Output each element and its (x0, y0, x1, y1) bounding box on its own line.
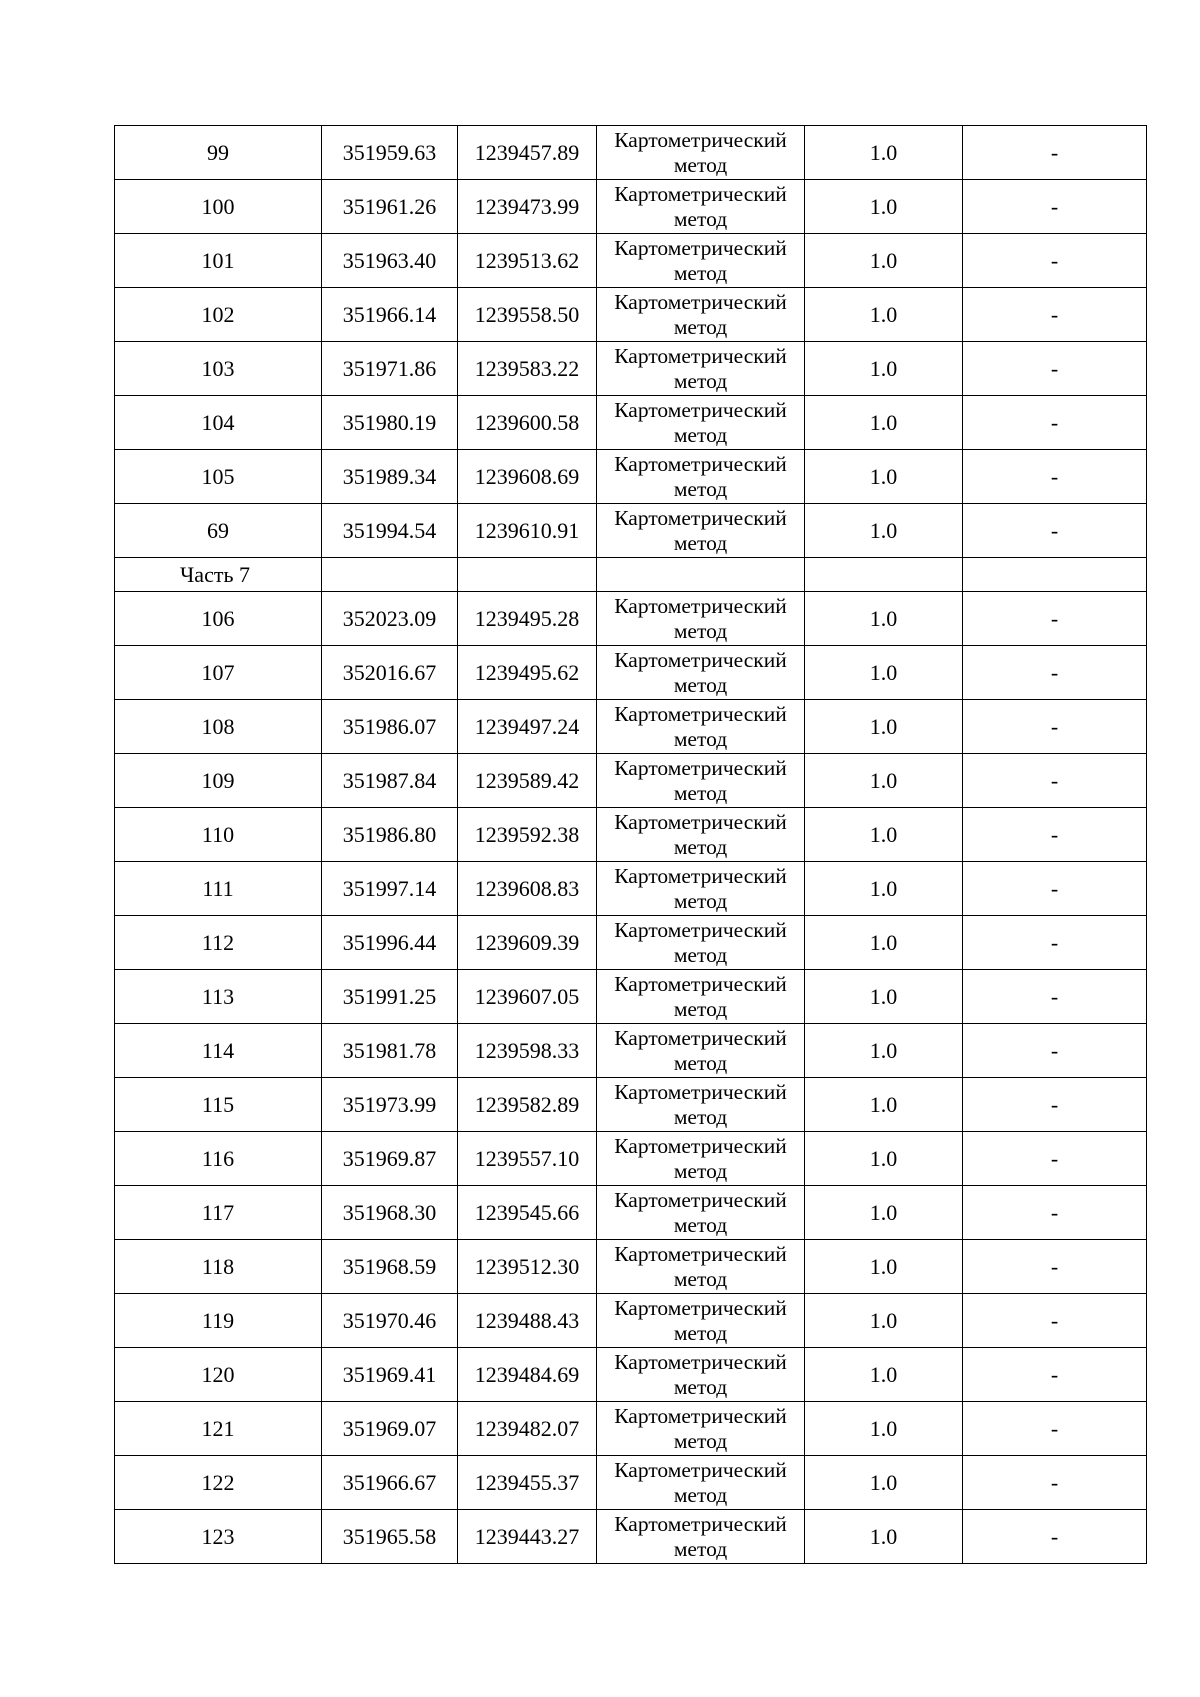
table-row (115, 1348, 1147, 1402)
method-cell (597, 916, 805, 970)
method-line-2: метод (673, 1482, 728, 1507)
method-cell (597, 234, 805, 288)
method-line-2: метод (673, 780, 728, 805)
coordinate-x: 351996.44 (322, 916, 458, 970)
accuracy-value: 1.0 (805, 1186, 963, 1240)
note-value: - (963, 396, 1147, 450)
note-value: - (963, 700, 1147, 754)
method-cell (597, 1186, 805, 1240)
empty-cell (322, 558, 458, 592)
coordinate-y: 1239455.37 (458, 1456, 597, 1510)
point-number: 115 (115, 1078, 322, 1132)
coordinate-y: 1239583.22 (458, 342, 597, 396)
method-line-2: метод (673, 888, 728, 913)
method-line-2: метод (673, 1374, 728, 1399)
method-line-1: Картометрический (614, 289, 787, 314)
method-cell (597, 1456, 805, 1510)
method-line-1: Картометрический (614, 1187, 787, 1212)
method-line-2: метод (673, 1104, 728, 1129)
table-row (115, 754, 1147, 808)
method-cell (597, 1240, 805, 1294)
coordinate-y: 1239609.39 (458, 916, 597, 970)
coordinate-x: 351966.14 (322, 288, 458, 342)
method-line-1: Картометрический (614, 451, 787, 476)
method-line-1: Картометрический (614, 1511, 787, 1536)
method-line-2: метод (673, 672, 728, 697)
coordinate-y: 1239598.33 (458, 1024, 597, 1078)
accuracy-value: 1.0 (805, 646, 963, 700)
note-value: - (963, 1510, 1147, 1564)
note-value: - (963, 1240, 1147, 1294)
method-line-1: Картометрический (614, 1025, 787, 1050)
note-value: - (963, 288, 1147, 342)
method-cell (597, 396, 805, 450)
method-line-1: Картометрический (614, 1241, 787, 1266)
coordinate-y: 1239482.07 (458, 1402, 597, 1456)
table-row (115, 862, 1147, 916)
accuracy-value: 1.0 (805, 342, 963, 396)
note-value: - (963, 646, 1147, 700)
coordinate-x: 351980.19 (322, 396, 458, 450)
method-cell (597, 288, 805, 342)
coordinate-x: 351963.40 (322, 234, 458, 288)
accuracy-value: 1.0 (805, 1348, 963, 1402)
accuracy-value: 1.0 (805, 862, 963, 916)
method-line-2: метод (673, 1212, 728, 1237)
point-number: 101 (115, 234, 322, 288)
method-cell (597, 342, 805, 396)
method-line-1: Картометрический (614, 127, 787, 152)
note-value: - (963, 1294, 1147, 1348)
coordinate-x: 351989.34 (322, 450, 458, 504)
point-number: 100 (115, 180, 322, 234)
accuracy-value: 1.0 (805, 1294, 963, 1348)
note-value: - (963, 1348, 1147, 1402)
coordinate-x: 351959.63 (322, 126, 458, 180)
method-line-1: Картометрический (614, 1295, 787, 1320)
coordinate-x: 351968.59 (322, 1240, 458, 1294)
coordinate-x: 351968.30 (322, 1186, 458, 1240)
coordinate-y: 1239443.27 (458, 1510, 597, 1564)
coordinate-y: 1239608.69 (458, 450, 597, 504)
point-number: 118 (115, 1240, 322, 1294)
accuracy-value: 1.0 (805, 126, 963, 180)
accuracy-value: 1.0 (805, 504, 963, 558)
table-row (115, 1240, 1147, 1294)
coordinate-y: 1239600.58 (458, 396, 597, 450)
point-number: 112 (115, 916, 322, 970)
accuracy-value: 1.0 (805, 450, 963, 504)
accuracy-value: 1.0 (805, 1402, 963, 1456)
coordinate-x: 351987.84 (322, 754, 458, 808)
coordinate-x: 351991.25 (322, 970, 458, 1024)
accuracy-value: 1.0 (805, 808, 963, 862)
coordinate-y: 1239495.28 (458, 592, 597, 646)
table-row (115, 1186, 1147, 1240)
table-row (115, 234, 1147, 288)
method-line-2: метод (673, 1050, 728, 1075)
coordinate-x: 351969.41 (322, 1348, 458, 1402)
coordinate-x: 351997.14 (322, 862, 458, 916)
method-line-1: Картометрический (614, 863, 787, 888)
method-cell (597, 1294, 805, 1348)
table-row (115, 1078, 1147, 1132)
point-number: 69 (115, 504, 322, 558)
method-line-1: Картометрический (614, 1457, 787, 1482)
method-line-2: метод (673, 260, 728, 285)
point-number: 104 (115, 396, 322, 450)
coordinate-y: 1239484.69 (458, 1348, 597, 1402)
point-number: 120 (115, 1348, 322, 1402)
method-line-1: Картометрический (614, 181, 787, 206)
coordinate-y: 1239495.62 (458, 646, 597, 700)
method-line-1: Картометрический (614, 1349, 787, 1374)
coordinate-y: 1239607.05 (458, 970, 597, 1024)
coordinate-y: 1239513.62 (458, 234, 597, 288)
method-line-2: метод (673, 834, 728, 859)
note-value: - (963, 754, 1147, 808)
coordinate-y: 1239608.83 (458, 862, 597, 916)
method-line-2: метод (673, 314, 728, 339)
method-line-1: Картометрический (614, 593, 787, 618)
table-row (115, 1294, 1147, 1348)
point-number: 106 (115, 592, 322, 646)
coordinate-y: 1239497.24 (458, 700, 597, 754)
method-cell (597, 970, 805, 1024)
method-line-1: Картометрический (614, 397, 787, 422)
table-row (115, 646, 1147, 700)
point-number: 121 (115, 1402, 322, 1456)
method-line-2: метод (673, 1536, 728, 1561)
method-line-1: Картометрический (614, 1133, 787, 1158)
method-line-2: метод (673, 530, 728, 555)
coordinate-x: 352023.09 (322, 592, 458, 646)
point-number: 113 (115, 970, 322, 1024)
method-line-2: метод (673, 1428, 728, 1453)
point-number: 107 (115, 646, 322, 700)
method-line-1: Картометрический (614, 971, 787, 996)
method-line-2: метод (673, 206, 728, 231)
coordinate-y: 1239589.42 (458, 754, 597, 808)
section-label: Часть 7 (115, 558, 322, 592)
coordinate-x: 351970.46 (322, 1294, 458, 1348)
table-row (115, 1456, 1147, 1510)
method-line-2: метод (673, 1158, 728, 1183)
point-number: 119 (115, 1294, 322, 1348)
table-row (115, 504, 1147, 558)
coordinate-y: 1239457.89 (458, 126, 597, 180)
point-number: 110 (115, 808, 322, 862)
coordinate-x: 351961.26 (322, 180, 458, 234)
note-value: - (963, 1132, 1147, 1186)
point-number: 105 (115, 450, 322, 504)
method-cell (597, 126, 805, 180)
accuracy-value: 1.0 (805, 916, 963, 970)
method-cell (597, 646, 805, 700)
accuracy-value: 1.0 (805, 1132, 963, 1186)
method-cell (597, 180, 805, 234)
accuracy-value: 1.0 (805, 396, 963, 450)
method-line-1: Картометрический (614, 1079, 787, 1104)
method-line-1: Картометрический (614, 235, 787, 260)
method-line-1: Картометрический (614, 917, 787, 942)
accuracy-value: 1.0 (805, 592, 963, 646)
coordinate-y: 1239610.91 (458, 504, 597, 558)
note-value: - (963, 126, 1147, 180)
method-line-2: метод (673, 422, 728, 447)
method-line-2: метод (673, 726, 728, 751)
method-cell (597, 1348, 805, 1402)
method-cell (597, 592, 805, 646)
note-value: - (963, 970, 1147, 1024)
accuracy-value: 1.0 (805, 180, 963, 234)
accuracy-value: 1.0 (805, 970, 963, 1024)
note-value: - (963, 916, 1147, 970)
method-cell (597, 862, 805, 916)
coordinate-y: 1239557.10 (458, 1132, 597, 1186)
coordinate-y: 1239545.66 (458, 1186, 597, 1240)
method-cell (597, 1024, 805, 1078)
method-line-1: Картометрический (614, 505, 787, 530)
method-line-2: метод (673, 476, 728, 501)
point-number: 122 (115, 1456, 322, 1510)
table-row (115, 342, 1147, 396)
point-number: 111 (115, 862, 322, 916)
method-line-1: Картометрический (614, 343, 787, 368)
method-cell (597, 450, 805, 504)
note-value: - (963, 180, 1147, 234)
method-line-2: метод (673, 942, 728, 967)
method-cell (597, 1402, 805, 1456)
method-line-1: Картометрический (614, 701, 787, 726)
empty-cell (458, 558, 597, 592)
point-number: 108 (115, 700, 322, 754)
accuracy-value: 1.0 (805, 234, 963, 288)
coordinate-x: 351973.99 (322, 1078, 458, 1132)
coordinate-y: 1239512.30 (458, 1240, 597, 1294)
table-row (115, 288, 1147, 342)
coordinate-x: 351986.07 (322, 700, 458, 754)
coordinate-y: 1239488.43 (458, 1294, 597, 1348)
accuracy-value: 1.0 (805, 1510, 963, 1564)
point-number: 99 (115, 126, 322, 180)
coordinates-table (114, 125, 1147, 1564)
coordinate-y: 1239473.99 (458, 180, 597, 234)
coordinate-x: 351986.80 (322, 808, 458, 862)
table-row (115, 1024, 1147, 1078)
point-number: 114 (115, 1024, 322, 1078)
note-value: - (963, 808, 1147, 862)
table-row (115, 970, 1147, 1024)
point-number: 103 (115, 342, 322, 396)
table-row (115, 916, 1147, 970)
coordinate-y: 1239592.38 (458, 808, 597, 862)
table-row (115, 180, 1147, 234)
coordinate-y: 1239582.89 (458, 1078, 597, 1132)
table-row (115, 396, 1147, 450)
note-value: - (963, 234, 1147, 288)
method-line-2: метод (673, 1266, 728, 1291)
method-cell (597, 700, 805, 754)
method-line-1: Картометрический (614, 809, 787, 834)
method-cell (597, 808, 805, 862)
coordinate-x: 351981.78 (322, 1024, 458, 1078)
accuracy-value: 1.0 (805, 1024, 963, 1078)
table-row (115, 592, 1147, 646)
table-row (115, 1510, 1147, 1564)
coordinate-x: 351994.54 (322, 504, 458, 558)
method-line-2: метод (673, 152, 728, 177)
point-number: 123 (115, 1510, 322, 1564)
coordinate-x: 351971.86 (322, 342, 458, 396)
point-number: 109 (115, 754, 322, 808)
accuracy-value: 1.0 (805, 1456, 963, 1510)
table-row (115, 808, 1147, 862)
point-number: 116 (115, 1132, 322, 1186)
note-value: - (963, 1186, 1147, 1240)
coordinate-x: 351969.87 (322, 1132, 458, 1186)
method-cell (597, 1078, 805, 1132)
note-value: - (963, 504, 1147, 558)
method-line-2: метод (673, 996, 728, 1021)
empty-cell (963, 558, 1147, 592)
coordinate-x: 351969.07 (322, 1402, 458, 1456)
method-cell (597, 1132, 805, 1186)
note-value: - (963, 592, 1147, 646)
table-row (115, 1402, 1147, 1456)
accuracy-value: 1.0 (805, 1078, 963, 1132)
note-value: - (963, 1402, 1147, 1456)
method-cell (597, 754, 805, 808)
note-value: - (963, 1024, 1147, 1078)
method-line-2: метод (673, 618, 728, 643)
table-row (115, 1132, 1147, 1186)
method-line-1: Картометрический (614, 1403, 787, 1428)
method-line-1: Картометрический (614, 755, 787, 780)
coordinate-y: 1239558.50 (458, 288, 597, 342)
coordinate-x: 352016.67 (322, 646, 458, 700)
table-row (115, 450, 1147, 504)
table-row (115, 700, 1147, 754)
method-cell (597, 504, 805, 558)
accuracy-value: 1.0 (805, 754, 963, 808)
method-line-2: метод (673, 1320, 728, 1345)
note-value: - (963, 1456, 1147, 1510)
note-value: - (963, 862, 1147, 916)
table-row (115, 126, 1147, 180)
point-number: 117 (115, 1186, 322, 1240)
note-value: - (963, 450, 1147, 504)
coordinates-table-body (115, 126, 1147, 1564)
coordinate-x: 351966.67 (322, 1456, 458, 1510)
note-value: - (963, 1078, 1147, 1132)
section-header-row (115, 558, 1147, 592)
method-cell (597, 1510, 805, 1564)
note-value: - (963, 342, 1147, 396)
accuracy-value: 1.0 (805, 700, 963, 754)
empty-cell (805, 558, 963, 592)
accuracy-value: 1.0 (805, 1240, 963, 1294)
point-number: 102 (115, 288, 322, 342)
method-line-2: метод (673, 368, 728, 393)
method-line-1: Картометрический (614, 647, 787, 672)
empty-cell (597, 558, 805, 592)
accuracy-value: 1.0 (805, 288, 963, 342)
coordinate-x: 351965.58 (322, 1510, 458, 1564)
